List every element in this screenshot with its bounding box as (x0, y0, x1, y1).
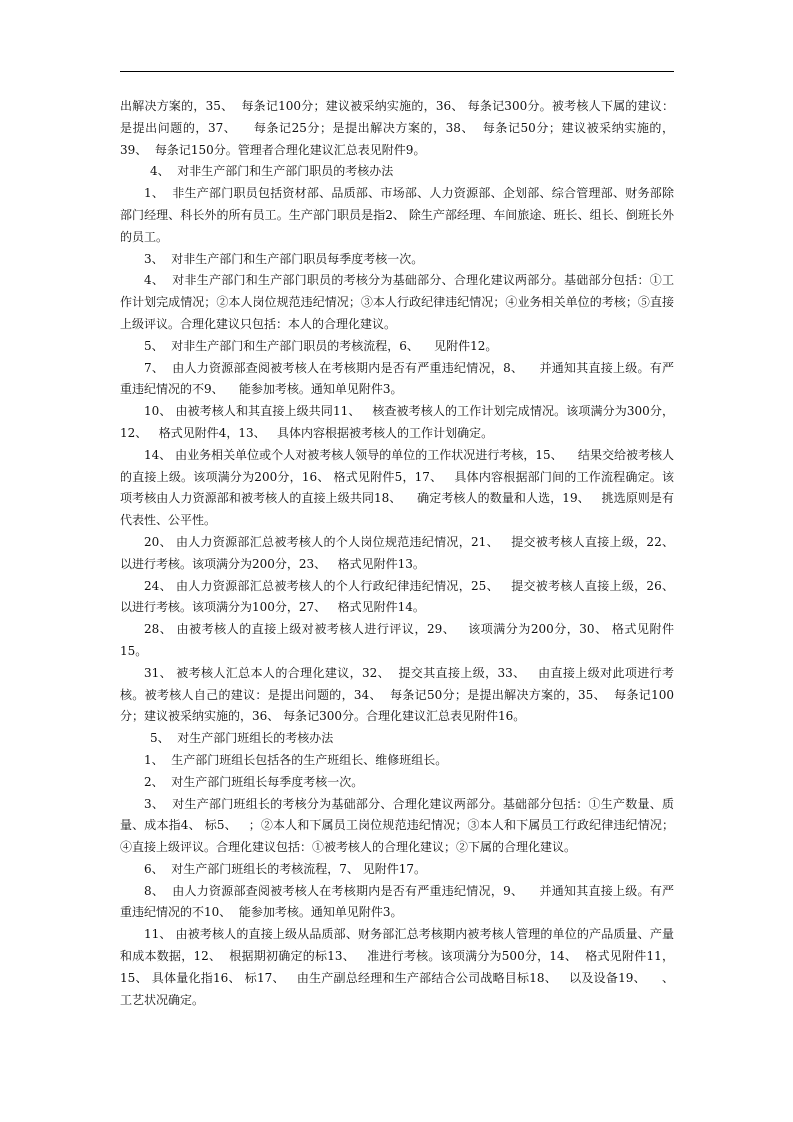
paragraph: 出解决方案的，35、 每条记100分；建议被采纳实施的，36、 每条记300分。被考核人下属的建议：是提出问题的，37、 每条记25分；是提出解决方案的，38、 每条记50分；建议被采纳实施的，39、 每条记150分。管理者合理化建议汇总表见附件9。 (120, 99, 674, 157)
paragraph: 28、 由被考核人的直接上级对被考核人进行评议，29、 该项满分为200分，30、 格式见附件15。 (120, 622, 674, 658)
paragraph: 3、 对生产部门班组长的考核分为基础部分、合理化建议两部分。基础部分包括：①生产数量、质量、成本指4、 标5、 ；②本人和下属员工岗位规范违纪情况；③本人和下属员工行政纪律违纪情况；④直接上级评议。合理化建议包括：①被考核人的合理化建议；②下属的合理化建议。 (120, 796, 674, 855)
paragraph: 3、 对非生产部门和生产部门职员每季度考核一次。 (144, 251, 424, 266)
paragraph: 4、 对非生产部门和生产部门职员的考核分为基础部分、合理化建议两部分。基础部分包括：①工作计划完成情况；②本人岗位规范违纪情况；③本人行政纪律违纪情况；④业务相关单位的考核；⑤直接上级评议。合理化建议只包括：本人的合理化建议。 (120, 273, 674, 331)
document-body (120, 96, 686, 1011)
paragraph: 10、 由被考核人和其直接上级共同11、 核查被考核人的工作计划完成情况。该项满分为300分，12、 格式见附件4，13、 具体内容根据被考核人的工作计划确定。 (120, 404, 674, 440)
paragraph: 24、 由人力资源部汇总被考核人的个人行政纪律违纪情况，25、 提交被考核人直接上级，26、 以进行考核。该项满分为100分，27、 格式见附件14。 (120, 578, 686, 615)
paragraph: 5、 对非生产部门和生产部门职员的考核流程，6、 见附件12。 (144, 338, 498, 353)
paragraph: 1、 非生产部门职员包括资材部、品质部、市场部、人力资源部、企划部、综合管理部、财务部除部门经理、科长外的所有员工。生产部门职员是指2、 除生产部经理、车间旅途、班长、组长、倒班长外的员工。 (120, 186, 674, 244)
paragraph: 1、 生产部门班组长包括各的生产班组长、维修班组长。 (144, 752, 448, 767)
header-rule (120, 71, 674, 72)
paragraph: 8、 由人力资源部查阅被考核人在考核期内是否有严重违纪情况，9、 并通知其直接上级。有严重违纪情况的不10、 能参加考核。通知单见附件3。 (120, 883, 674, 920)
section-heading: 4、 对非生产部门和生产部门职员的考核办法 (150, 164, 394, 179)
section-heading: 5、 对生产部门班组长的考核办法 (150, 731, 334, 746)
paragraph: 20、 由人力资源部汇总被考核人的个人岗位规范违纪情况，21、 提交被考核人直接上级，22、 以进行考核。该项满分为200分，23、 格式见附件13。 (120, 534, 686, 571)
paragraph: 11、 由被考核人的直接上级从品质部、财务部汇总考核期内被考核人管理的单位的产品质量、产量和成本数据，12、 根据期初确定的标13、 准进行考核。该项满分为500分，14、 格式见附件11，15、 具体量化指16、 标17、 由生产副总经理和生产部结合公司战略目标18、 以及设备19、 、工艺状况确定。 (120, 927, 674, 1007)
paragraph: 6、 对生产部门班组长的考核流程，7、 见附件17。 (144, 861, 426, 876)
paragraph: 2、 对生产部门班组长每季度考核一次。 (144, 774, 364, 789)
paragraph: 31、 被考核人汇总本人的合理化建议，32、 提交其直接上级，33、 由直接上级对此项进行考核。被考核人自己的建议：是提出问题的，34、 每条记50分；是提出解决方案的，35、 每条记100分；建议被采纳实施的，36、 每条记300分。合理化建议汇总表见附件16。 (120, 665, 674, 724)
paragraph: 14、 由业务相关单位或个人对被考核人领导的单位的工作状况进行考核，15、 结果交给被考核人的直接上级。该项满分为200分，16、 格式见附件5，17、 具体内容根据部门间的工作流程确定。该项考核由人力资源部和被考核人的直接上级共同18、 确定考核人的数量和人选，19、 挑选原则是有代表性、公平性。 (120, 447, 674, 528)
paragraph: 7、 由人力资源部查阅被考核人在考核期内是否有严重违纪情况，8、 并通知其直接上级。有严重违纪情况的不9、 能参加考核。通知单见附件3。 (120, 360, 674, 397)
